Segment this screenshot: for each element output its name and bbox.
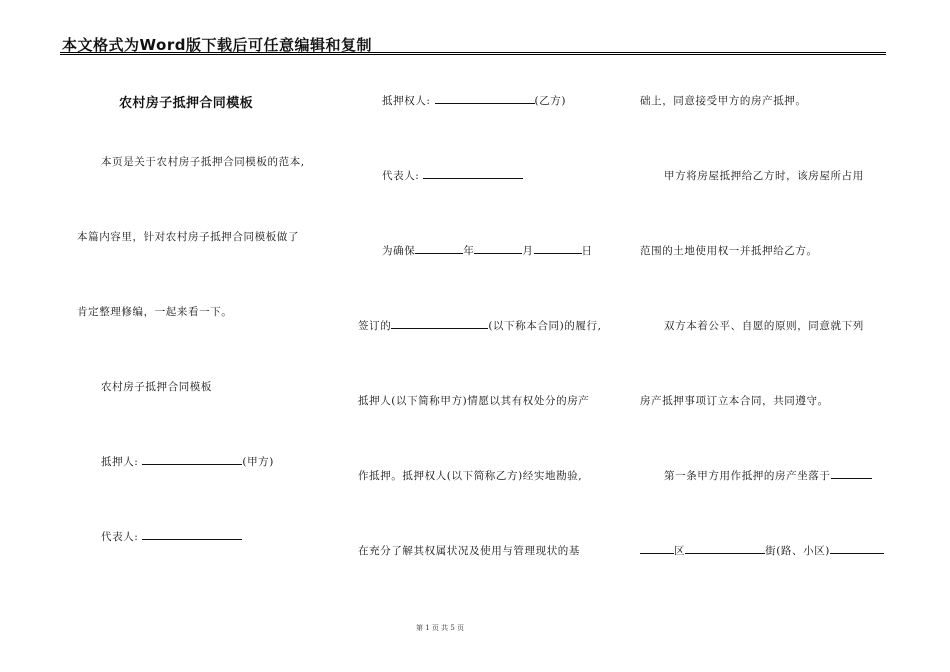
representative-label: 代表人: — [382, 170, 420, 182]
mortgagee-label: 抵押权人: — [382, 95, 431, 107]
page-header: 本文格式为Word版下载后可任意编辑和复制 — [62, 36, 372, 54]
year-label: 年 — [463, 245, 475, 257]
day-blank — [534, 244, 582, 254]
col1-line-2: 本篇内容里，针对农村房子抵押合同模板做了 — [77, 231, 299, 243]
col2-line-7: 在充分了解其权属状况及使用与管理现状的基 — [358, 545, 580, 557]
address-blank-3 — [830, 544, 884, 554]
col1-line-3: 肯定整理修编，一起来看一下。 — [77, 306, 233, 318]
document-title: 农村房子抵押合同模板 — [119, 96, 254, 111]
representative-blank — [142, 530, 242, 540]
party-a-label: (甲方) — [242, 456, 274, 468]
col2-representative-line — [382, 168, 523, 183]
location-blank — [831, 469, 872, 479]
location-label: 第一条甲方用作抵押的房产坐落于 — [664, 470, 831, 482]
day-label: 日 — [581, 245, 593, 257]
header-divider — [60, 52, 886, 55]
month-label: 月 — [522, 245, 534, 257]
date-prefix: 为确保 — [382, 245, 416, 257]
district-label: 区 — [674, 545, 686, 557]
col2-signed-line — [358, 318, 602, 333]
contract-blank — [391, 319, 488, 329]
col3-line-5: 房产抵押事项订立本合同，共同遵守。 — [640, 395, 829, 407]
month-blank — [474, 244, 522, 254]
col1-line-1: 本页是关于农村房子抵押合同模板的范本, — [101, 156, 305, 168]
col3-line-1: 础上，同意接受甲方的房产抵押。 — [640, 95, 807, 107]
col2-date-line — [382, 243, 593, 258]
street-label: 街(路、小区) — [765, 545, 831, 557]
year-blank — [415, 244, 463, 254]
col3-line-4: 双方本着公平、自愿的原则，同意就下列 — [664, 320, 864, 332]
representative-label: 代表人: — [101, 531, 139, 543]
col2-line-6: 作抵押。抵押权人(以下简称乙方)经实地勘验, — [358, 470, 583, 482]
col3-location-line — [664, 468, 872, 483]
mortgagee-blank — [435, 94, 535, 104]
page-number: 第 1 页 共 5 页 — [415, 624, 465, 632]
col1-mortgagor-line — [101, 454, 274, 469]
address-blank-2 — [685, 544, 765, 554]
representative-blank — [423, 169, 523, 179]
col3-address-line — [640, 543, 884, 558]
col3-line-3: 范围的土地使用权一并抵押给乙方。 — [640, 245, 818, 257]
contract-suffix: (以下称本合同)的履行, — [488, 320, 602, 332]
mortgagor-blank — [142, 455, 242, 465]
address-blank-1 — [640, 544, 674, 554]
col1-representative-line — [101, 529, 242, 544]
col3-line-2: 甲方将房屋抵押给乙方时，该房屋所占用 — [664, 170, 864, 182]
signed-label: 签订的 — [358, 320, 392, 332]
col2-line-5: 抵押人(以下简称甲方)情愿以其有权处分的房产 — [358, 395, 590, 407]
col1-line-4: 农村房子抵押合同模板 — [101, 381, 212, 393]
mortgagor-label: 抵押人: — [101, 456, 139, 468]
col2-mortgagee-line — [382, 93, 566, 108]
party-b-label: (乙方) — [534, 95, 567, 107]
